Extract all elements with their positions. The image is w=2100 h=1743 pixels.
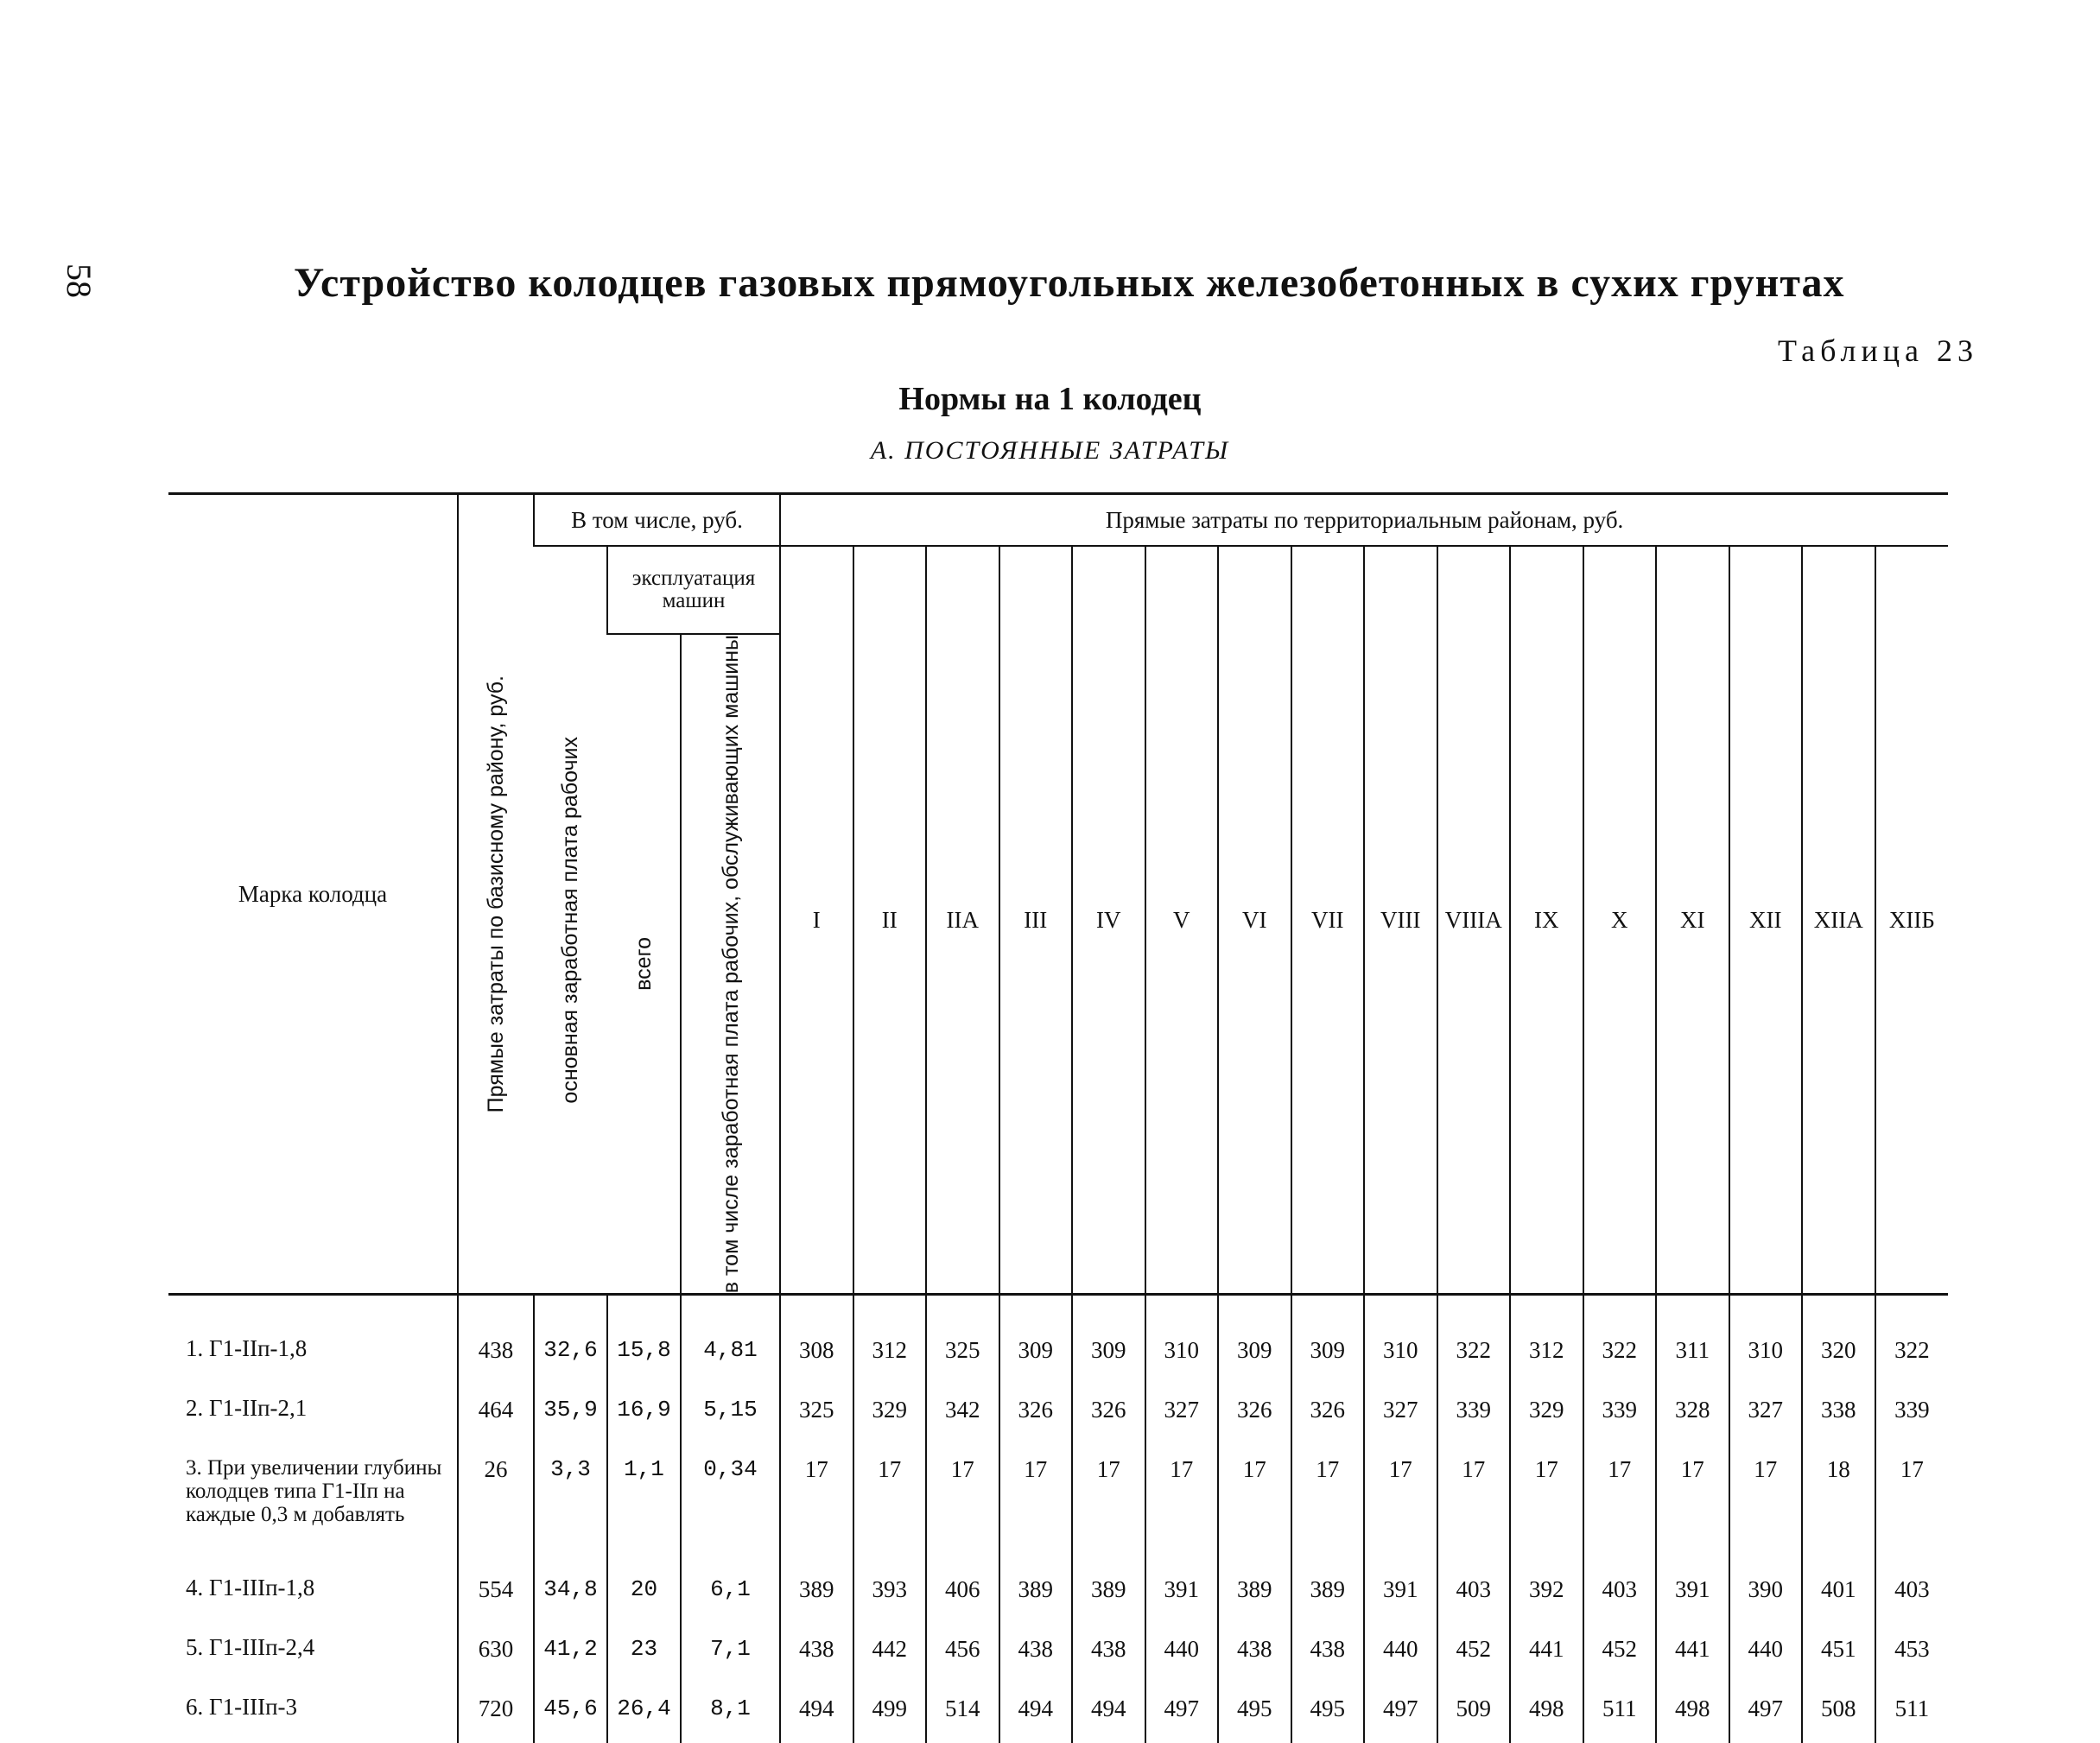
row-name: 4. Г1-IIIп-1,8 — [186, 1575, 315, 1601]
cell-region: 339 — [1437, 1385, 1511, 1444]
cell-region: 329 — [1510, 1385, 1583, 1444]
cell-region: 499 — [853, 1683, 927, 1743]
cell-base: 464 — [458, 1385, 534, 1444]
cell-base: 630 — [458, 1624, 534, 1683]
cell-region: 441 — [1510, 1624, 1583, 1683]
cell-region: 17 — [1437, 1444, 1511, 1564]
cell-region: 438 — [999, 1624, 1073, 1683]
cell-region: 497 — [1364, 1683, 1437, 1743]
cell-region: 441 — [1656, 1624, 1729, 1683]
header-machines-label: эксплуатация машин — [631, 567, 756, 612]
row-name: 6. Г1-IIIп-3 — [186, 1694, 298, 1721]
header-wages-label: основная заработная плата рабочих — [558, 736, 582, 1104]
cell-region: 310 — [1145, 1295, 1219, 1385]
cell-region: 309 — [999, 1295, 1073, 1385]
row-name: 5. Г1-IIIп-2,4 — [186, 1634, 315, 1661]
cell-base: 554 — [458, 1564, 534, 1624]
cell-region: 322 — [1437, 1295, 1511, 1385]
cell-region: 17 — [780, 1444, 853, 1564]
cell-region: 391 — [1364, 1564, 1437, 1624]
cell-region: 392 — [1510, 1564, 1583, 1624]
region-label: IV — [1096, 906, 1121, 933]
row-name: 2. Г1-IIп-2,1 — [186, 1395, 308, 1422]
cell-region: 452 — [1437, 1624, 1511, 1683]
region-label: II — [881, 906, 898, 933]
table-row — [168, 1683, 1948, 1743]
region-label: VII — [1311, 906, 1344, 933]
norms-table — [168, 492, 1948, 1743]
cell-wages: 41,2 — [534, 1624, 607, 1683]
cell-region: 17 — [1072, 1444, 1145, 1564]
cell-region: 327 — [1364, 1385, 1437, 1444]
cell-wages: 35,9 — [534, 1385, 607, 1444]
cell-machines-total: 15,8 — [607, 1295, 681, 1385]
region-header — [1583, 546, 1657, 1295]
cell-region: 451 — [1802, 1624, 1875, 1683]
cell-region: 494 — [999, 1683, 1073, 1743]
region-label: XII — [1749, 906, 1782, 933]
row-name: 3. При увеличении глубины колодцев типа Г1-IIп на каждые 0,3 м добавлять — [186, 1456, 442, 1527]
cell-region: 438 — [780, 1624, 853, 1683]
header-regions-label: Прямые затраты по территориальным районам, руб. — [1105, 506, 1624, 533]
region-header — [926, 546, 999, 1295]
region-label: III — [1024, 906, 1048, 933]
header-mark — [168, 494, 458, 1295]
table-row — [168, 1385, 1948, 1444]
region-header — [1072, 546, 1145, 1295]
cell-region: 17 — [1145, 1444, 1219, 1564]
cell-region: 495 — [1291, 1683, 1365, 1743]
cell-machines-wages: 7,1 — [681, 1624, 780, 1683]
cell-machines-wages: 0,34 — [681, 1444, 780, 1564]
header-base-cost-label: Прямые затраты по базисному району, руб. — [484, 675, 508, 1113]
region-header — [1729, 546, 1803, 1295]
table-row — [168, 1444, 1948, 1564]
cell-region: 393 — [853, 1564, 927, 1624]
cell-region: 17 — [999, 1444, 1073, 1564]
region-label: VIIIA — [1444, 906, 1502, 933]
cell-region: 339 — [1583, 1385, 1657, 1444]
cell-region: 328 — [1656, 1385, 1729, 1444]
cell-region: 438 — [1218, 1624, 1291, 1683]
cell-machines-wages: 4,81 — [681, 1295, 780, 1385]
cell-region: 17 — [1656, 1444, 1729, 1564]
page-title: Устройство колодцев газовых прямоугольных железобетонных в сухих грунтах — [294, 260, 1845, 306]
cell-region: 438 — [1291, 1624, 1365, 1683]
region-header — [1145, 546, 1219, 1295]
header-machines-total-label: всего — [631, 937, 656, 992]
header-machines-group — [607, 546, 780, 634]
header-machines-wages-label: в том числе заработная плата рабочих, обслуживающих машины — [718, 635, 743, 1294]
header-machines-wages — [681, 634, 780, 1295]
cell-wages: 34,8 — [534, 1564, 607, 1624]
region-label: XI — [1680, 906, 1705, 933]
cell-region: 17 — [1291, 1444, 1365, 1564]
region-header — [1218, 546, 1291, 1295]
cell-machines-total: 1,1 — [607, 1444, 681, 1564]
cell-region: 438 — [1072, 1624, 1145, 1683]
region-header — [1802, 546, 1875, 1295]
cell-region: 456 — [926, 1624, 999, 1683]
region-header — [780, 546, 853, 1295]
cell-region: 311 — [1656, 1295, 1729, 1385]
region-label: VI — [1242, 906, 1267, 933]
cell-region: 309 — [1072, 1295, 1145, 1385]
cell-region: 17 — [1875, 1444, 1949, 1564]
cell-region: 391 — [1656, 1564, 1729, 1624]
region-header — [1656, 546, 1729, 1295]
cell-region: 322 — [1875, 1295, 1949, 1385]
cell-wages: 45,6 — [534, 1683, 607, 1743]
cell-base: 720 — [458, 1683, 534, 1743]
cell-region: 440 — [1364, 1624, 1437, 1683]
cell-region: 326 — [999, 1385, 1073, 1444]
cell-region: 342 — [926, 1385, 999, 1444]
cell-region: 389 — [999, 1564, 1073, 1624]
header-base-cost — [458, 494, 534, 1295]
cell-region: 326 — [1072, 1385, 1145, 1444]
cell-region: 440 — [1729, 1624, 1803, 1683]
cell-region: 497 — [1729, 1683, 1803, 1743]
cell-region: 391 — [1145, 1564, 1219, 1624]
table-subtitle: Нормы на 1 колодец — [898, 381, 1202, 417]
header-machines-total — [607, 634, 681, 1295]
header-including-label: В том числе, руб. — [571, 506, 743, 533]
cell-region: 17 — [853, 1444, 927, 1564]
region-label: VIII — [1380, 906, 1421, 933]
page-number: 58 — [60, 263, 98, 298]
header-including-group — [534, 494, 780, 547]
header-wages — [534, 546, 607, 1295]
cell-machines-total: 26,4 — [607, 1683, 681, 1743]
cell-region: 17 — [1729, 1444, 1803, 1564]
region-header — [1875, 546, 1949, 1295]
cell-machines-wages: 6,1 — [681, 1564, 780, 1624]
cell-region: 325 — [780, 1385, 853, 1444]
cell-region: 440 — [1145, 1624, 1219, 1683]
cell-region: 509 — [1437, 1683, 1511, 1743]
cell-region: 452 — [1583, 1624, 1657, 1683]
cell-region: 389 — [1218, 1564, 1291, 1624]
cell-base: 26 — [458, 1444, 534, 1564]
cell-region: 511 — [1875, 1683, 1949, 1743]
cell-region: 329 — [853, 1385, 927, 1444]
cell-wages: 3,3 — [534, 1444, 607, 1564]
table-row — [168, 1624, 1948, 1683]
cell-region: 495 — [1218, 1683, 1291, 1743]
cell-base: 438 — [458, 1295, 534, 1385]
region-header — [1510, 546, 1583, 1295]
cell-region: 17 — [926, 1444, 999, 1564]
cell-region: 403 — [1583, 1564, 1657, 1624]
cell-machines-total: 23 — [607, 1624, 681, 1683]
cell-region: 498 — [1656, 1683, 1729, 1743]
region-label: V — [1173, 906, 1190, 933]
cell-region: 403 — [1875, 1564, 1949, 1624]
table-row — [168, 1295, 1948, 1385]
cell-region: 17 — [1510, 1444, 1583, 1564]
region-label: XIIA — [1813, 906, 1863, 933]
cell-region: 327 — [1729, 1385, 1803, 1444]
cell-region: 312 — [853, 1295, 927, 1385]
cell-region: 511 — [1583, 1683, 1657, 1743]
cell-region: 339 — [1875, 1385, 1949, 1444]
table-row — [168, 1564, 1948, 1624]
table-label: Таблица 23 — [1778, 333, 1978, 368]
cell-wages: 32,6 — [534, 1295, 607, 1385]
cell-region: 389 — [1072, 1564, 1145, 1624]
cell-region: 17 — [1218, 1444, 1291, 1564]
region-header — [1291, 546, 1365, 1295]
cell-region: 508 — [1802, 1683, 1875, 1743]
cell-region: 406 — [926, 1564, 999, 1624]
cell-region: 18 — [1802, 1444, 1875, 1564]
cell-machines-total: 20 — [607, 1564, 681, 1624]
cell-region: 498 — [1510, 1683, 1583, 1743]
cell-region: 494 — [780, 1683, 853, 1743]
cell-region: 308 — [780, 1295, 853, 1385]
cell-region: 389 — [1291, 1564, 1365, 1624]
cell-region: 326 — [1291, 1385, 1365, 1444]
cell-region: 322 — [1583, 1295, 1657, 1385]
cell-region: 310 — [1364, 1295, 1437, 1385]
region-header — [999, 546, 1073, 1295]
row-name: 1. Г1-IIп-1,8 — [168, 1295, 458, 1385]
region-label: IIA — [946, 906, 979, 933]
section-heading: А. ПОСТОЯННЫЕ ЗАТРАТЫ — [870, 436, 1230, 465]
cell-machines-wages: 8,1 — [681, 1683, 780, 1743]
cell-region: 325 — [926, 1295, 999, 1385]
cell-region: 17 — [1583, 1444, 1657, 1564]
region-header — [1437, 546, 1511, 1295]
cell-region: 401 — [1802, 1564, 1875, 1624]
region-header — [1364, 546, 1437, 1295]
region-label: XIIБ — [1888, 906, 1935, 933]
cell-machines-total: 16,9 — [607, 1385, 681, 1444]
cell-region: 326 — [1218, 1385, 1291, 1444]
cell-region: 389 — [780, 1564, 853, 1624]
cell-region: 453 — [1875, 1624, 1949, 1683]
header-regions-group — [780, 494, 1948, 547]
region-label: X — [1611, 906, 1628, 933]
cell-region: 320 — [1802, 1295, 1875, 1385]
cell-region: 17 — [1364, 1444, 1437, 1564]
region-header — [853, 546, 927, 1295]
cell-region: 497 — [1145, 1683, 1219, 1743]
cell-region: 338 — [1802, 1385, 1875, 1444]
cell-region: 312 — [1510, 1295, 1583, 1385]
cell-region: 309 — [1218, 1295, 1291, 1385]
cell-region: 310 — [1729, 1295, 1803, 1385]
cell-region: 442 — [853, 1624, 927, 1683]
region-label: I — [812, 906, 821, 933]
cell-region: 403 — [1437, 1564, 1511, 1624]
region-label: IX — [1534, 906, 1559, 933]
cell-region: 494 — [1072, 1683, 1145, 1743]
cell-region: 390 — [1729, 1564, 1803, 1624]
cell-region: 514 — [926, 1683, 999, 1743]
cell-machines-wages: 5,15 — [681, 1385, 780, 1444]
header-mark-label: Марка колодца — [238, 880, 388, 907]
cell-region: 327 — [1145, 1385, 1219, 1444]
cell-region: 309 — [1291, 1295, 1365, 1385]
